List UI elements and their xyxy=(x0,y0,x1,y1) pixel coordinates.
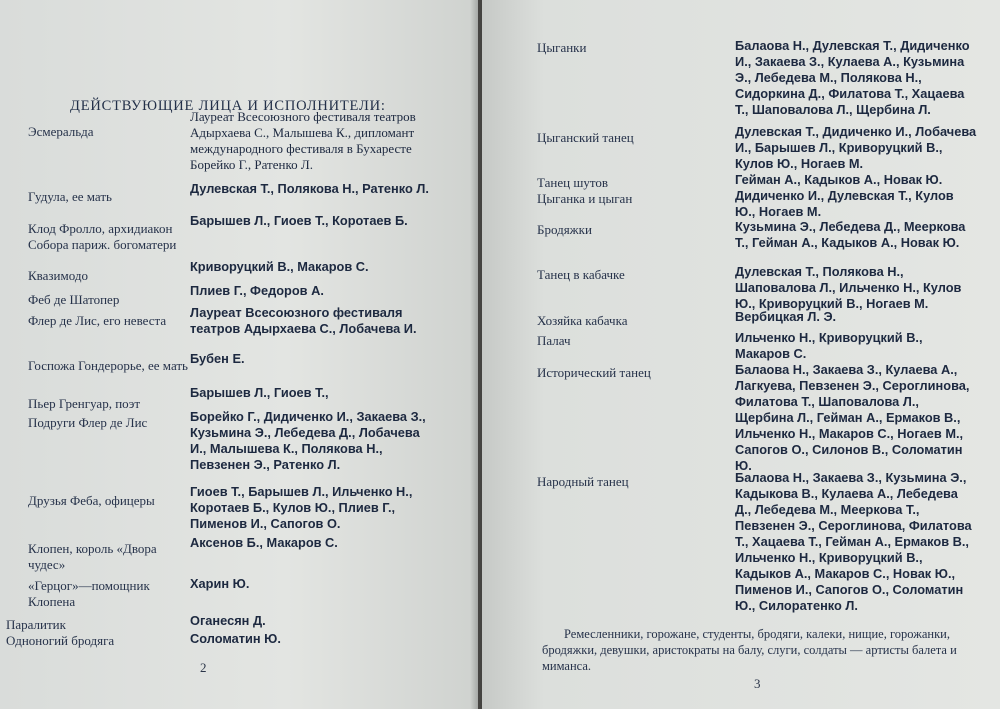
role-name: Бродяжки xyxy=(537,222,592,237)
cast-list: Аксенов Б., Макаров С. xyxy=(190,535,338,550)
role-name: Подруги Флер де Лис xyxy=(28,415,148,430)
role-name: Паралитик xyxy=(6,617,66,632)
cast-list: Харин Ю. xyxy=(190,576,250,591)
cast-list: Дулевская Т., Полякова Н., Шаповалова Л., Ильченко Н., Кулов Ю., Криворуцкий В., Ногаев М. xyxy=(735,264,962,311)
role-name: Цыганский танец xyxy=(537,130,634,145)
role-name: Цыганки xyxy=(537,40,587,55)
role-name: Друзья Феба, офицеры xyxy=(28,493,155,508)
role-name: Флер де Лис, его невеста xyxy=(28,313,167,328)
role-name: «Герцог»—помощник Клопена xyxy=(28,578,150,609)
cast-list: Вербицкая Л. Э. xyxy=(735,309,837,324)
role-name: Народный танец xyxy=(537,474,629,489)
cast-list: Дулевская Т., Полякова Н., Ратенко Л. xyxy=(190,181,429,196)
cast-list: Кузьмина Э., Лебедева Д., Мееркова Т., Гейман А., Кадыков А., Новак Ю. xyxy=(735,219,966,250)
cast-heading: ДЕЙСТВУЮЩИЕ ЛИЦА И ИСПОЛНИТЕЛИ: xyxy=(70,98,386,114)
cast-list: Балаова Н., Закаева З., Кузьмина Э., Кадыкова В., Кулаева А., Лебедева Д., Лебедева М., Меерковa Т., Певзенен Э., Сероглинова, Филатова Т., Хацаева Т., Гейман А., Ермаков В., Ильченко Н., Криворуцкий В., Кадыков А., Макаров С., Новак Ю., Пименов И., Сапогов О., Соломатин Ю., Силоратенко Л. xyxy=(735,470,972,613)
role-name: Одноногий бродяга xyxy=(6,633,115,648)
role-name: Хозяйка кабачка xyxy=(537,313,628,328)
footnote-text: Ремесленники, горожане, студенты, бродяги, калеки, нищие, горожанки, бродяжки, девушки, аристократы на балу, слуги, солдаты — артисты балета и миманса. xyxy=(542,627,957,673)
role-name: Цыганка и цыган xyxy=(537,191,633,206)
role-name: Танец шутов xyxy=(537,175,608,190)
role-name: Клопен, король «Двора чудес» xyxy=(28,541,157,572)
role-name: Госпожа Гондерорье, ее мать xyxy=(28,358,188,373)
cast-list: Оганесян Д. xyxy=(190,613,266,628)
role-name: Клод Фролло, архидиакон Собора париж. богоматери xyxy=(28,221,177,252)
role-name: Пьер Гренгуар, поэт xyxy=(28,396,141,411)
right-page xyxy=(482,0,1000,709)
cast-list: Лауреат Всесоюзного фестиваля театров Адырхаева С., Лобачева И. xyxy=(190,305,417,336)
role-name: Палач xyxy=(537,333,571,348)
cast-list: Гейман А., Кадыков А., Новак Ю. xyxy=(735,172,943,187)
role-name: Квазимодо xyxy=(28,268,88,283)
left-page xyxy=(0,0,478,709)
cast-list: Криворуцкий В., Макаров С. xyxy=(190,259,369,274)
role-name: Танец в кабачке xyxy=(537,267,625,282)
role-name: Гудула, ее мать xyxy=(28,189,112,204)
cast-list: Лауреат Всесоюзного фестиваля театров Адырхаева С., Малышева К., дипломант международного фестиваля в Бухаресте Борейко Г., Ратенко Л. xyxy=(190,109,416,172)
cast-list: Соломатин Ю. xyxy=(190,631,281,646)
cast-list: Балаова Н., Закаева З., Кулаева А., Лагкуева, Певзенен Э., Сероглинова, Филатова Т., Шаповалова Л., Щербина Л., Гейман А., Ермаков В., Ильченко Н., Макаров С., Ногаев М., Сапогов О., Силонов В., Соломатин Ю. xyxy=(735,362,970,473)
page-number: 3 xyxy=(754,676,761,691)
role-name: Эсмеральда xyxy=(28,124,94,139)
role-name: Исторический танец xyxy=(537,365,651,380)
cast-list: Барышев Л., Гиоев Т., xyxy=(190,385,329,400)
cast-list: Борейко Г., Дидиченко И., Закаева З., Кузьмина Э., Лебедева Д., Лобачева И., Малышева К., Полякова Н., Певзенен Э., Ратенко Л. xyxy=(190,409,426,472)
cast-list: Балаова Н., Дулевская Т., Дидиченко И., Закаева З., Кулаева А., Кузьмина Э., Лебедева М., Полякова Н., Сидоркина Д., Филатова Т., Хацаева Т., Шаповалова Л., Щербина Л. xyxy=(735,38,970,117)
cast-list: Ильченко Н., Криворуцкий В., Макаров С. xyxy=(735,330,923,361)
cast-list: Бубен Е. xyxy=(190,351,245,366)
cast-list: Барышев Л., Гиоев Т., Коротаев Б. xyxy=(190,213,408,228)
role-name: Феб де Шатопер xyxy=(28,292,120,307)
page-number: 2 xyxy=(200,660,207,675)
cast-list: Гиоев Т., Барышев Л., Ильченко Н., Коротаев Б., Кулов Ю., Плиев Г., Пименов И., Сапогов О. xyxy=(190,484,413,531)
cast-list: Плиев Г., Федоров А. xyxy=(190,283,324,298)
cast-list: Дидиченко И., Дулевская Т., Кулов Ю., Ногаев М. xyxy=(735,188,954,219)
cast-list: Дулевская Т., Дидиченко И., Лобачева И., Барышев Л., Криворуцкий В., Кулов Ю., Ногаев М. xyxy=(735,124,977,171)
